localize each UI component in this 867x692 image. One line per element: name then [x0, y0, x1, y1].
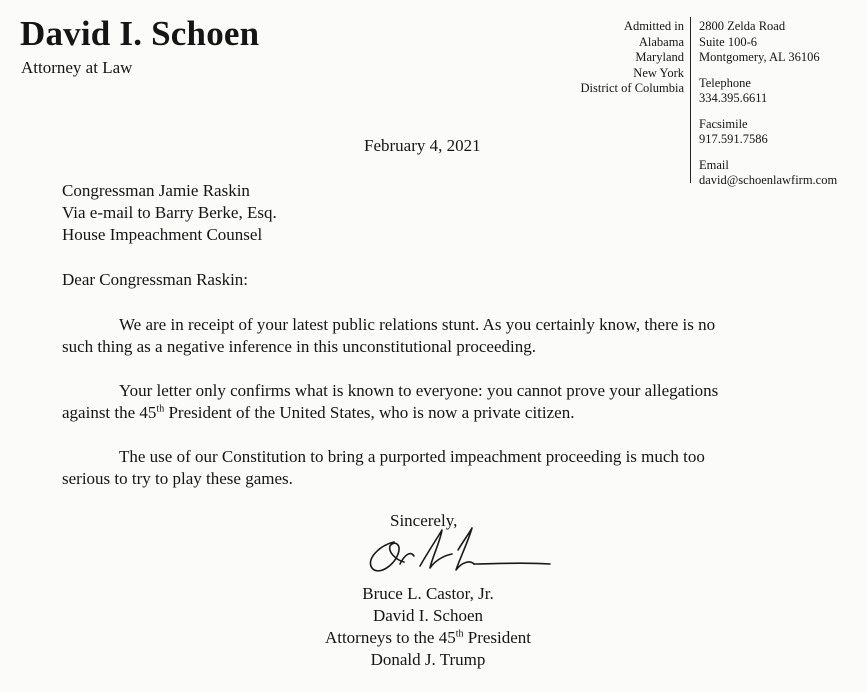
recipient-line: House Impeachment Counsel [62, 225, 263, 244]
letterhead-divider [690, 17, 691, 183]
recipient-line: Congressman Jamie Raskin [62, 181, 250, 200]
signer-name: David I. Schoen [372, 606, 483, 625]
address-line: 2800 Zelda Road [699, 19, 786, 33]
address-line: Suite 100-6 [699, 34, 757, 49]
contact-block [699, 19, 837, 189]
signer-name: Bruce L. Castor, Jr. [362, 584, 494, 603]
address-line: Montgomery, AL 36106 [699, 50, 820, 64]
letterhead-name: David I. Schoen [20, 14, 260, 53]
recipient-line: Via e-mail to Barry Berke, Esq. [62, 203, 277, 222]
letterhead-title: Attorney at Law [21, 58, 133, 77]
admitted-state: Alabama [638, 34, 684, 49]
client-name: Donald J. Trump [370, 650, 486, 669]
email-address: david@schoenlawfirm.com [699, 173, 838, 187]
signature-block [280, 583, 576, 671]
admitted-state: Maryland [635, 50, 684, 64]
admitted-label: Admitted in [623, 19, 684, 33]
letter-date: February 4, 2021 [364, 136, 481, 155]
signer-role: Attorneys to the 45th President [324, 628, 532, 647]
handwritten-signature [360, 526, 560, 578]
salutation: Dear Congressman Raskin: [62, 270, 249, 289]
paragraph-line: serious to try to play these games. [62, 469, 293, 488]
recipient-block [62, 180, 277, 246]
paragraph-line: such thing as a negative inference in this unconstitutional proceeding. [62, 337, 536, 356]
body-paragraph [62, 380, 790, 424]
closing: Sincerely, [390, 511, 458, 530]
admitted-state: District of Columbia [580, 81, 684, 95]
paragraph-line: The use of our Constitution to bring a purported impeachment proceeding is much too [119, 447, 705, 466]
ordinal-suffix: th [455, 628, 464, 640]
telephone-label: Telephone [699, 75, 751, 90]
ordinal-suffix: th [156, 403, 165, 415]
facsimile-number: 917.591.7586 [699, 132, 768, 146]
facsimile-label: Facsimile [699, 116, 748, 131]
paragraph-line: We are in receipt of your latest public relations stunt. As you certainly know, there is no [119, 315, 716, 334]
paragraph-line: Your letter only confirms what is known to everyone: you cannot prove your allegations [119, 381, 719, 400]
admitted-state: New York [633, 65, 684, 80]
email-label: Email [699, 157, 729, 172]
telephone-number: 334.395.6611 [699, 91, 768, 105]
body-paragraph [62, 446, 790, 490]
admitted-in-block [581, 19, 684, 97]
paragraph-line: against the 45th President of the United States, who is now a private citizen. [62, 403, 575, 422]
body-paragraph [62, 314, 790, 358]
